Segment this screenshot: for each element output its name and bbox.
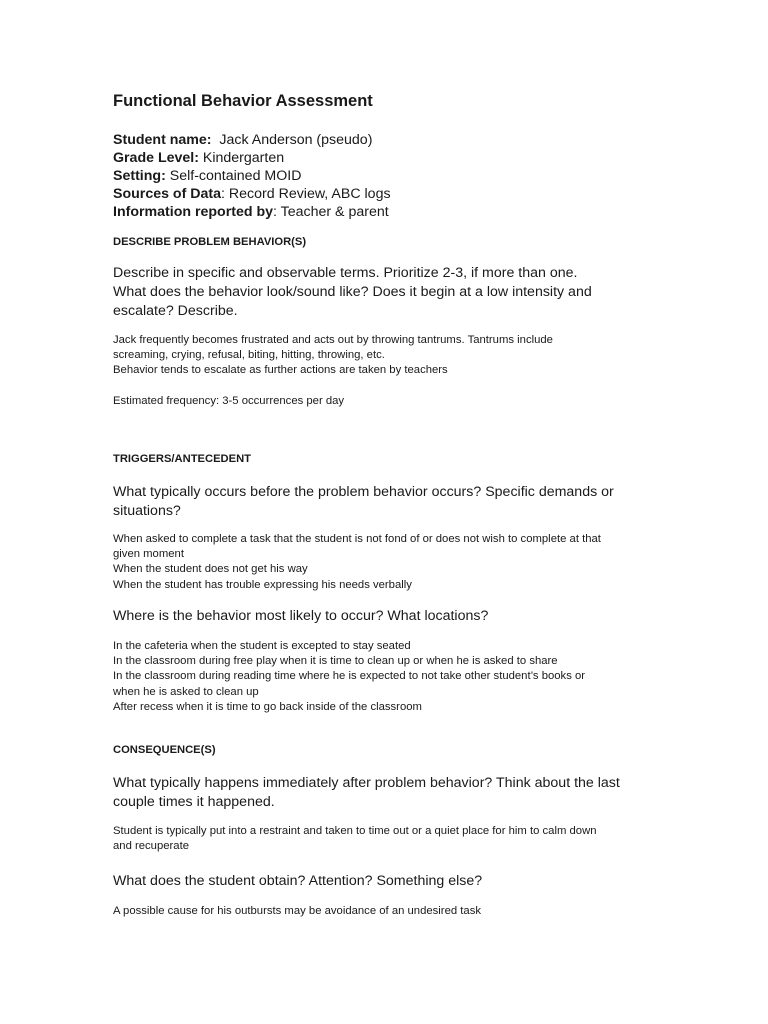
problem-behavior-heading: DESCRIBE PROBLEM BEHAVIOR(S) (113, 236, 307, 248)
question-line: What does the student obtain? Attention? Something else? (113, 873, 483, 889)
setting-label: Setting: (113, 168, 166, 184)
document-title: Functional Behavior Assessment (113, 92, 373, 110)
frequency-text: Estimated frequency: 3-5 occurrences per day (113, 395, 345, 407)
question-line: Describe in specific and observable terms. Prioritize 2-3, if more than one. (113, 265, 578, 281)
answer-line: In the classroom during reading time where he is expected to not take other student’s books or (113, 670, 586, 683)
answer-line: When the student does not get his way (113, 563, 308, 576)
question-line: situations? (113, 503, 181, 519)
answer-line: When asked to complete a task that the student is not fond of or does not wish to complete at that (113, 533, 601, 545)
student-name-row (113, 131, 391, 149)
triggers-question-1 (113, 483, 658, 521)
answer-line: Student is typically put into a restraint and taken to time out or a quiet place for him to calm down (113, 825, 597, 837)
consequences-question-2 (113, 872, 658, 891)
setting-row (113, 167, 391, 185)
problem-behavior-answer (113, 333, 663, 379)
question-line: Where is the behavior most likely to occur? What locations? (113, 608, 489, 624)
consequences-answer-1 (113, 824, 663, 854)
answer-line: When the student has trouble expressing his needs verbally (113, 578, 412, 591)
answer-line: Behavior tends to escalate as further actions are taken by teachers (113, 364, 448, 377)
answer-line: After recess when it is time to go back inside of the classroom (113, 700, 422, 713)
student-name-value: Jack Anderson (pseudo) (211, 132, 373, 148)
triggers-answer-2 (113, 639, 663, 715)
answer-line: Jack frequently becomes frustrated and acts out by throwing tantrums. Tantrums include (113, 334, 553, 346)
answer-line: screaming, crying, refusal, biting, hitting, throwing, etc. (113, 349, 385, 362)
question-line: What typically happens immediately after problem behavior? Think about the last (113, 775, 620, 791)
answer-line: A possible cause for his outbursts may be avoidance of an undesired task (113, 905, 481, 917)
question-line: What typically occurs before the problem behavior occurs? Specific demands or (113, 484, 614, 500)
question-line: couple times it happened. (113, 794, 275, 810)
answer-line: given moment (113, 548, 184, 561)
sources-of-data-label: Sources of Data (113, 186, 222, 202)
information-reported-label: Information reported by (113, 204, 274, 220)
student-name-label: Student name: (113, 132, 212, 148)
answer-line: and recuperate (113, 840, 189, 853)
information-reported-value: : Teacher & parent (273, 204, 389, 220)
problem-behavior-question (113, 264, 658, 321)
information-reported-row (113, 203, 391, 221)
triggers-answer-1 (113, 532, 663, 593)
grade-level-label: Grade Level: (113, 150, 199, 166)
consequences-answer-2 (113, 904, 663, 919)
question-line: escalate? Describe. (113, 303, 238, 319)
consequences-heading: CONSEQUENCE(S) (113, 744, 216, 756)
sources-of-data-row (113, 185, 391, 203)
answer-line: In the classroom during free play when it is time to clean up or when he is asked to share (113, 655, 558, 668)
question-line: What does the behavior look/sound like? Does it begin at a low intensity and (113, 284, 592, 300)
grade-level-row (113, 149, 391, 167)
student-info-block (113, 131, 391, 221)
setting-value: Self-contained MOID (165, 168, 302, 184)
answer-line: In the cafeteria when the student is excepted to stay seated (113, 640, 411, 652)
triggers-heading: TRIGGERS/ANTECEDENT (113, 453, 251, 465)
triggers-question-2 (113, 607, 658, 626)
grade-level-value: Kindergarten (198, 150, 285, 166)
answer-line: when he is asked to clean up (113, 685, 259, 698)
estimated-frequency (113, 394, 663, 409)
consequences-question-1 (113, 774, 658, 812)
sources-of-data-value: : Record Review, ABC logs (221, 186, 391, 202)
